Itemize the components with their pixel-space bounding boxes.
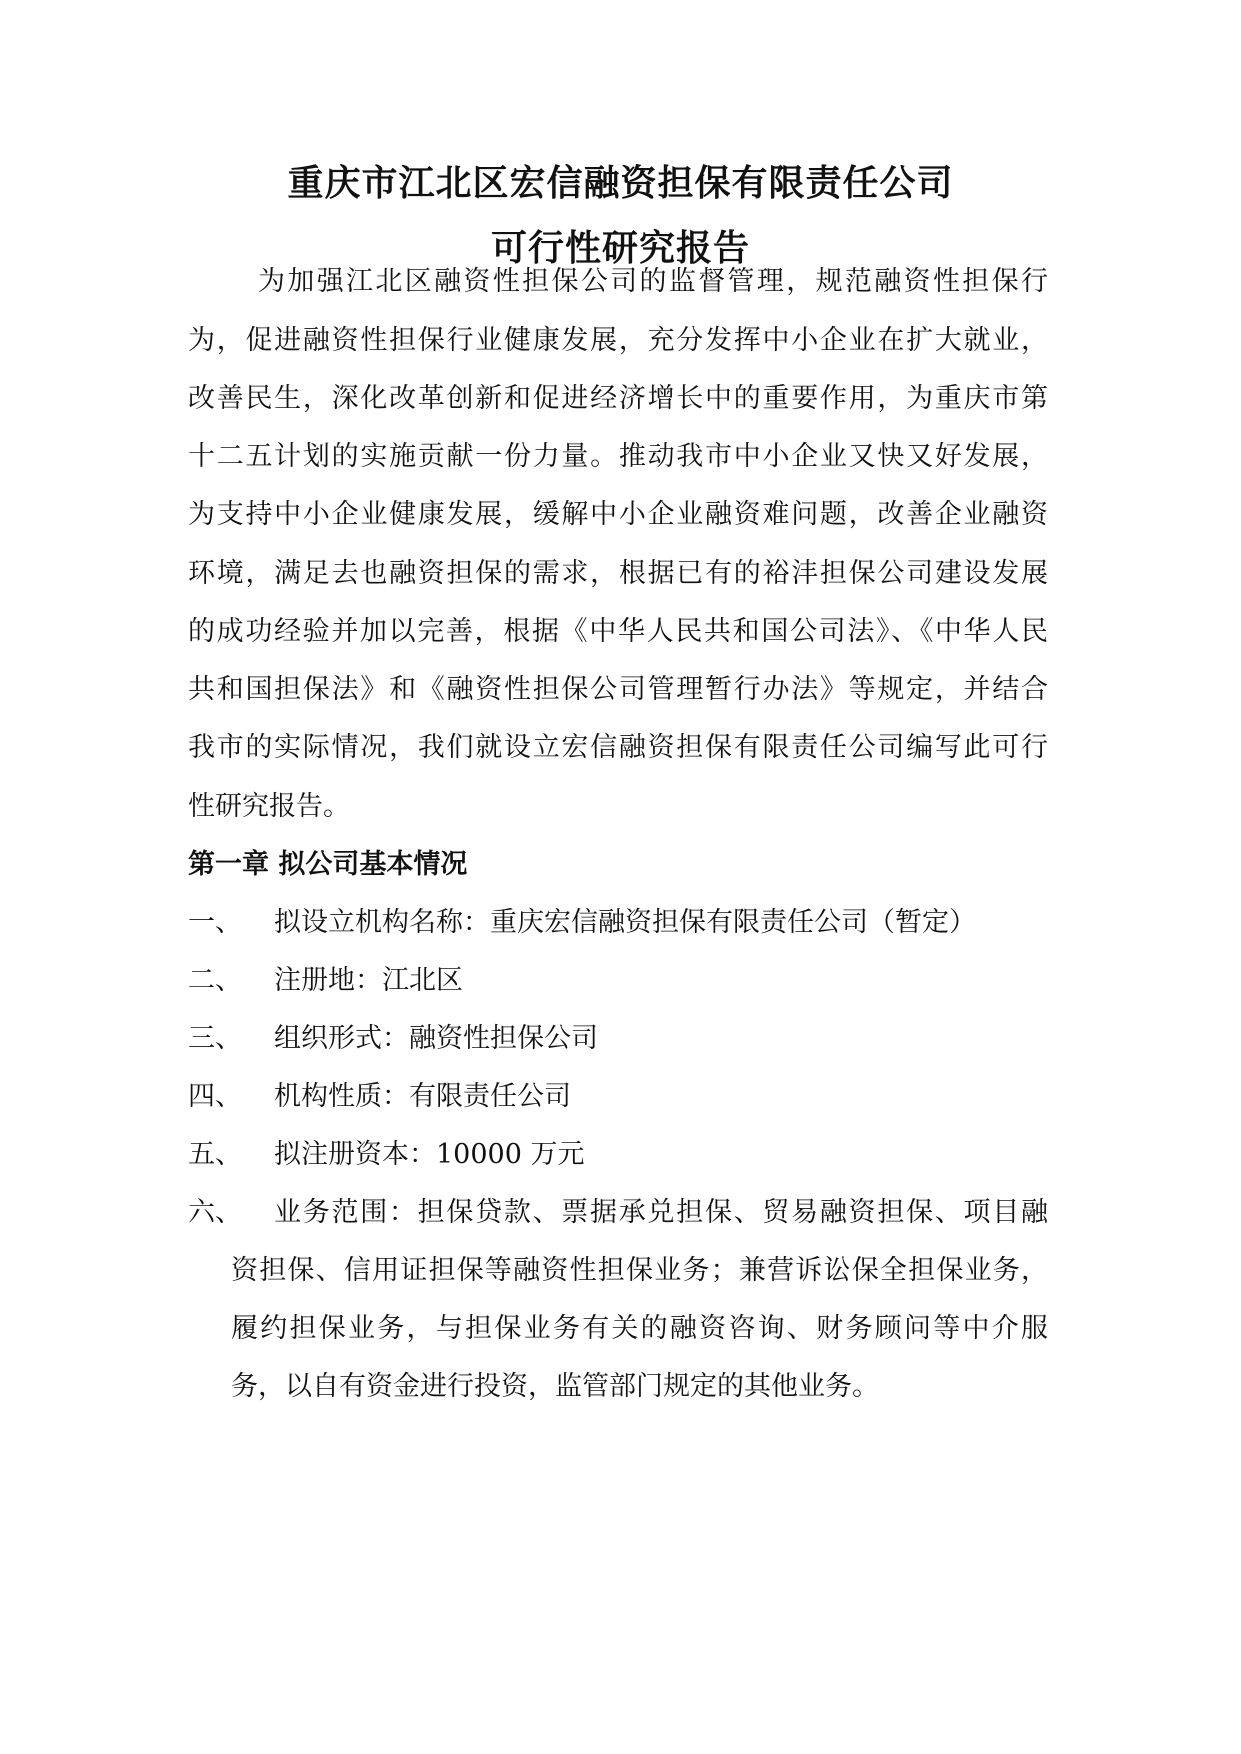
list-item-number: 一、 (188, 907, 242, 938)
intro-line: 为，促进融资性担保行业健康发展，充分发挥中小企业在扩大就业， (188, 325, 1048, 356)
intro-line: 十二五计划的实施贡献一份力量。推动我市中小企业又快又好发展， (188, 441, 1048, 472)
list-item-number: 四、 (188, 1081, 242, 1112)
list-item-continuation: 资担保、信用证担保等融资性担保业务；兼营诉讼保全担保业务， (231, 1255, 1048, 1286)
list-item-continuation: 务，以自有资金进行投资，监管部门规定的其他业务。 (231, 1371, 879, 1402)
intro-line: 共和国担保法》和《融资性担保公司管理暂行办法》等规定，并结合 (188, 674, 1048, 705)
intro-line: 我市的实际情况，我们就设立宏信融资担保有限责任公司编写此可行 (188, 732, 1048, 763)
intro-line: 环境，满足去也融资担保的需求，根据已有的裕沣担保公司建设发展 (188, 558, 1048, 589)
intro-line: 改善民生，深化改革创新和促进经济增长中的重要作用，为重庆市第 (188, 383, 1048, 414)
list-item-number: 六、 (188, 1197, 242, 1228)
list-item-text: 组织形式：融资性担保公司 (274, 1023, 598, 1054)
list-item-number: 二、 (188, 965, 242, 996)
list-item-text: 机构性质：有限责任公司 (274, 1081, 571, 1112)
list-item-text: 业务范围：担保贷款、票据承兑担保、贸易融资担保、项目融 (274, 1197, 1048, 1228)
intro-line: 为加强江北区融资性担保公司的监督管理，规范融资性担保行 (258, 266, 1048, 297)
list-item-text: 注册地：江北区 (274, 965, 463, 996)
list-item-continuation: 履约担保业务，与担保业务有关的融资咨询、财务顾问等中介服 (231, 1313, 1048, 1344)
intro-line: 的成功经验并加以完善，根据《中华人民共和国公司法》、《中华人民 (188, 616, 1048, 647)
intro-line: 性研究报告。 (188, 791, 350, 822)
list-item-text: 拟设立机构名称：重庆宏信融资担保有限责任公司（暂定） (274, 907, 976, 938)
intro-line: 为支持中小企业健康发展，缓解中小企业融资难问题，改善企业融资 (188, 499, 1048, 530)
document-title: 重庆市江北区宏信融资担保有限责任公司 (287, 162, 954, 204)
document-subtitle: 可行性研究报告 (490, 227, 750, 269)
list-item-text: 拟注册资本：10000 万元 (274, 1139, 585, 1170)
chapter-heading: 第一章 拟公司基本情况 (188, 849, 468, 880)
list-item-number: 五、 (188, 1139, 242, 1170)
list-item-number: 三、 (188, 1023, 242, 1054)
